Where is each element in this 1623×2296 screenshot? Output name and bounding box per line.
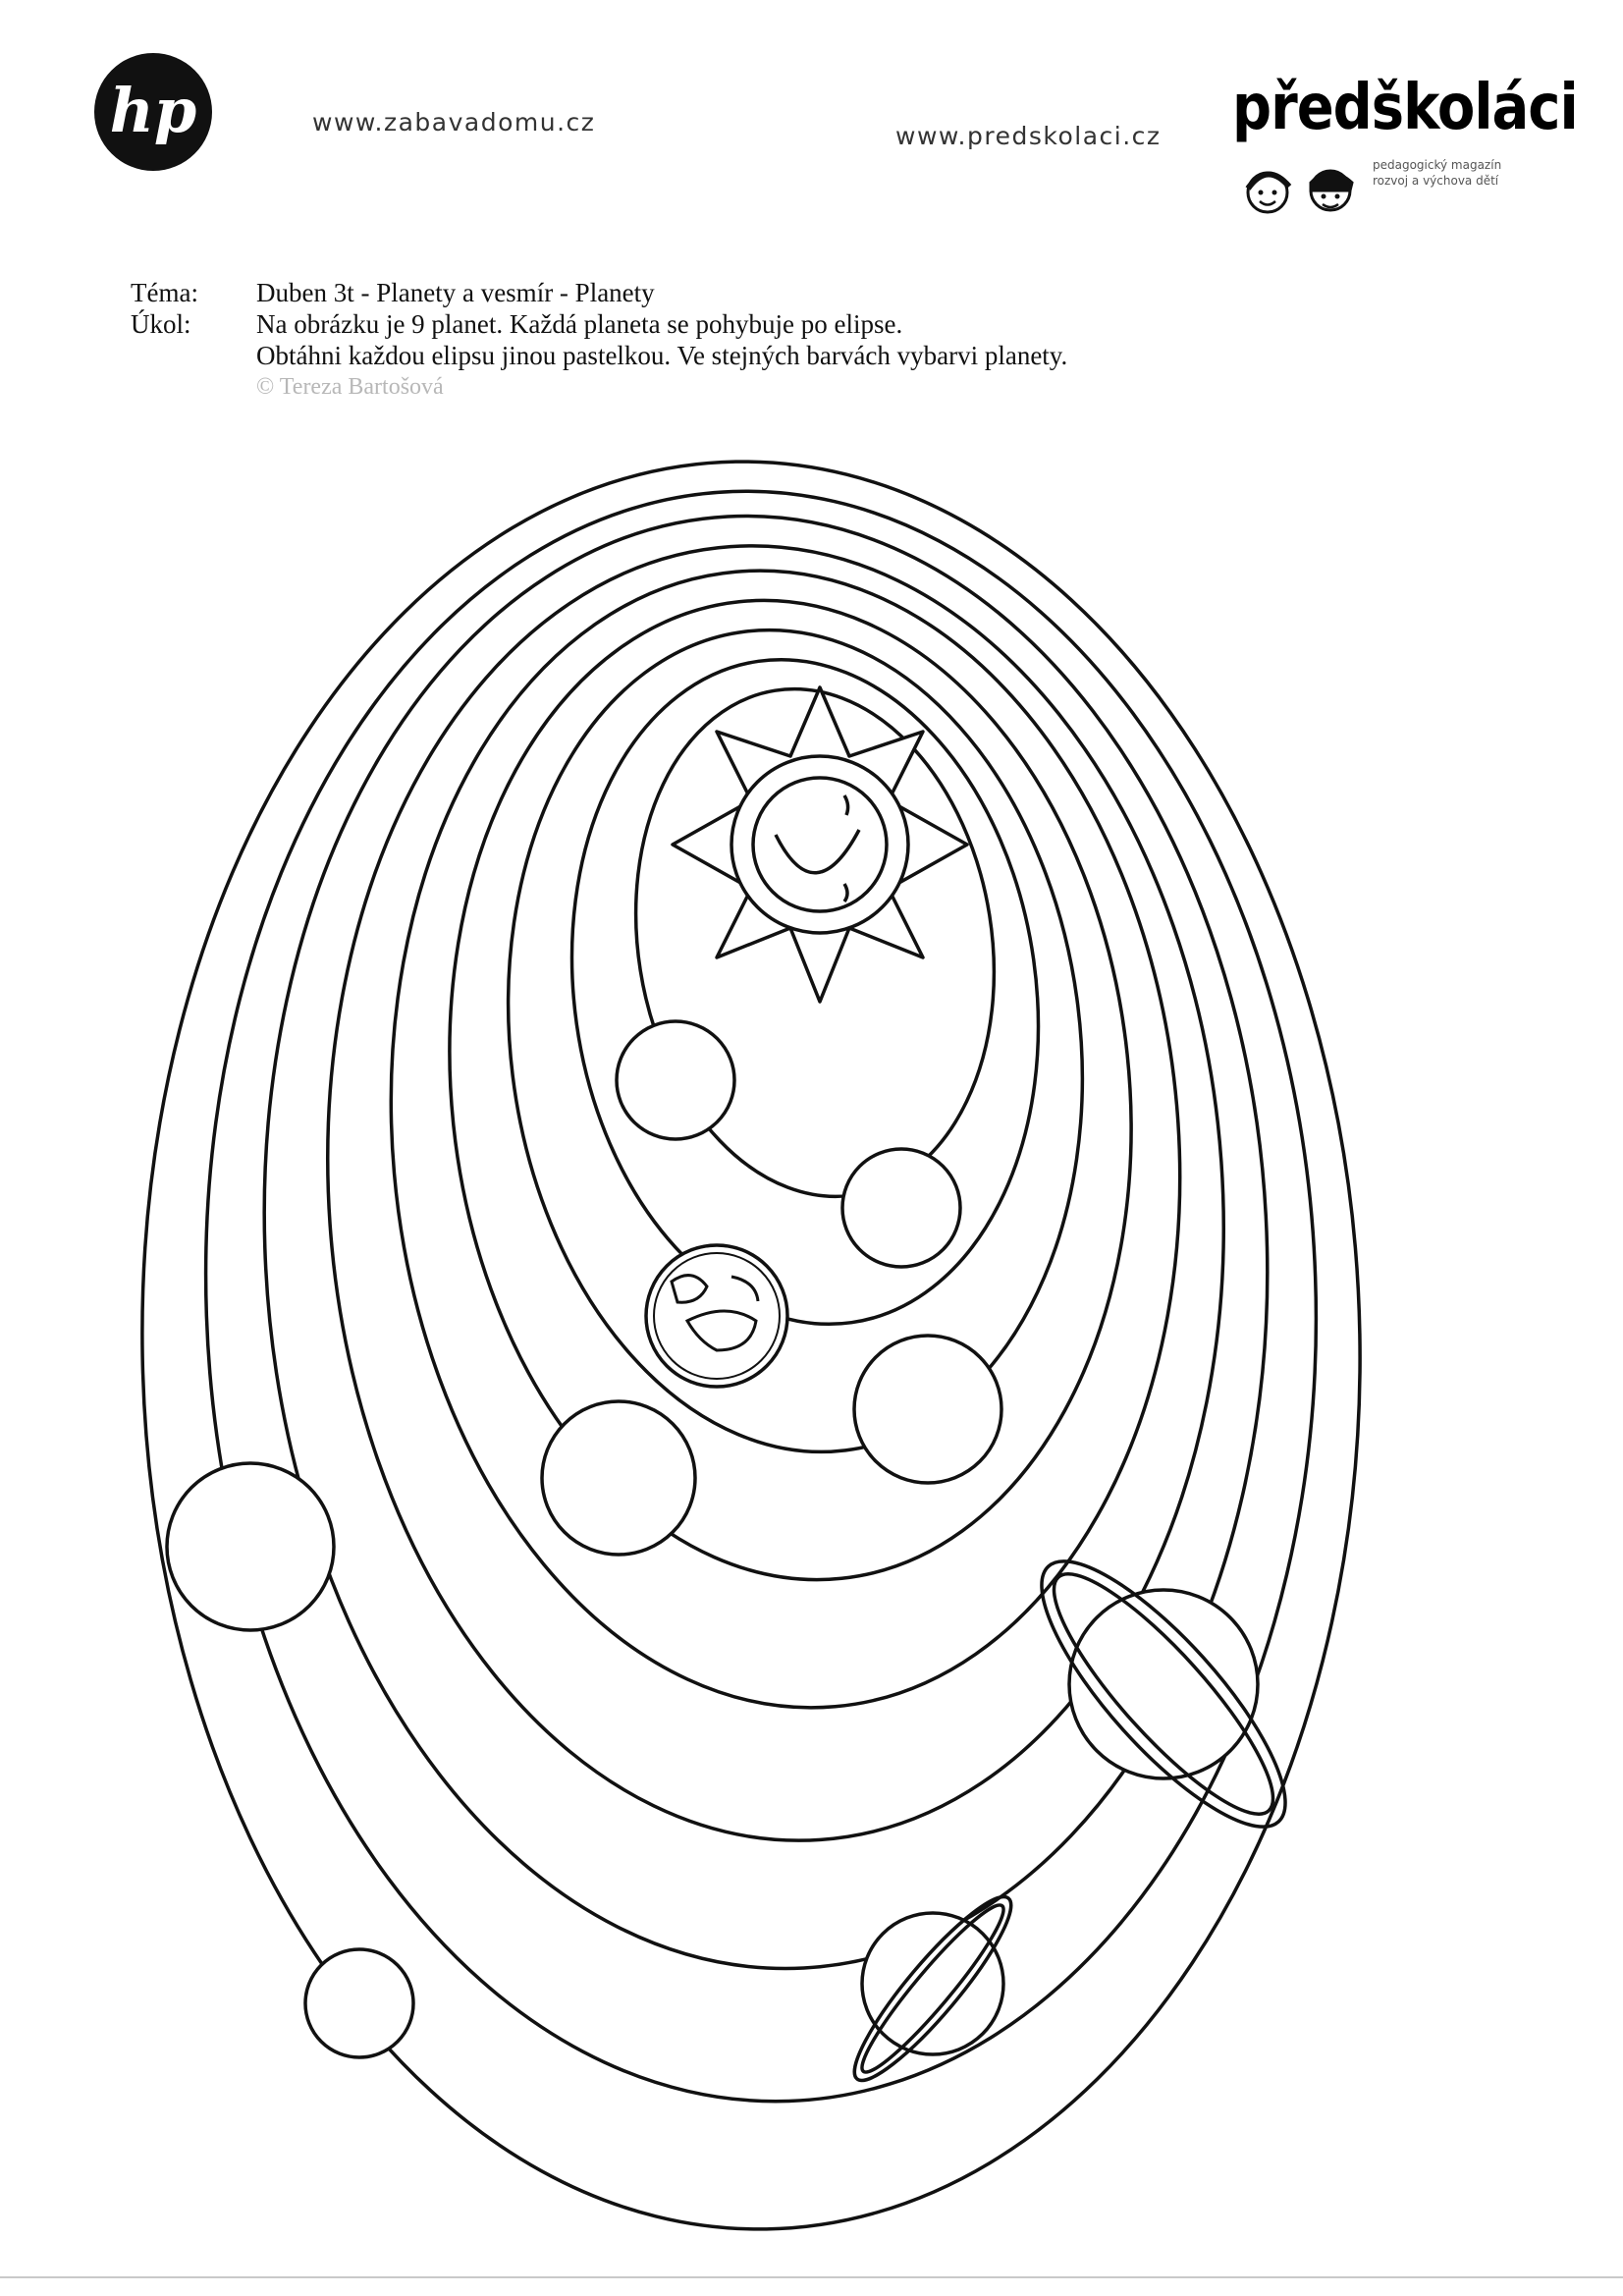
author-credit: © Tereza Bartošová [256, 374, 444, 400]
planet-jupiter[interactable] [542, 1401, 695, 1555]
orbit-5[interactable] [345, 537, 1226, 1740]
task-line-1: Na obrázku je 9 planet. Každá planeta se pohybuje po elipse. [256, 309, 903, 339]
earth-globe-icon[interactable] [646, 1245, 787, 1387]
task-line-2: Obtáhni každou elipsu jinou pastelkou. Ve stejných barvách vybarvi planety. [256, 341, 1068, 370]
brand-name: předškoláci [1232, 71, 1578, 144]
brand-tagline-line-1: pedagogický magazín [1373, 158, 1502, 172]
page-bottom-border [0, 2276, 1623, 2278]
theme-label: Téma: [131, 278, 198, 307]
planet-neptune[interactable] [167, 1463, 334, 1630]
planet-mercury[interactable] [617, 1021, 734, 1139]
orbit-4[interactable] [403, 567, 1179, 1614]
ringed-planet-icon-2[interactable] [838, 1882, 1028, 2095]
ringed-planet-icon[interactable] [1008, 1530, 1319, 1858]
hp-logo-text: hp [109, 75, 197, 146]
site-url-predskolaci[interactable]: www.predskolaci.cz [895, 122, 1162, 150]
planet-venus[interactable] [842, 1149, 960, 1267]
orbit-3[interactable] [462, 597, 1128, 1485]
theme-text: Duben 3t - Planety a vesmír - Planety [256, 278, 655, 307]
planet-mars[interactable] [854, 1336, 1001, 1483]
smiling-sun-icon [673, 687, 967, 1002]
brand-tagline-line-2: rozvoj a výchova dětí [1373, 174, 1499, 188]
planet-pluto[interactable] [305, 1949, 413, 2057]
task-label: Úkol: [131, 309, 191, 339]
site-url-zabavadomu[interactable]: www.zabavadomu.cz [312, 108, 596, 137]
